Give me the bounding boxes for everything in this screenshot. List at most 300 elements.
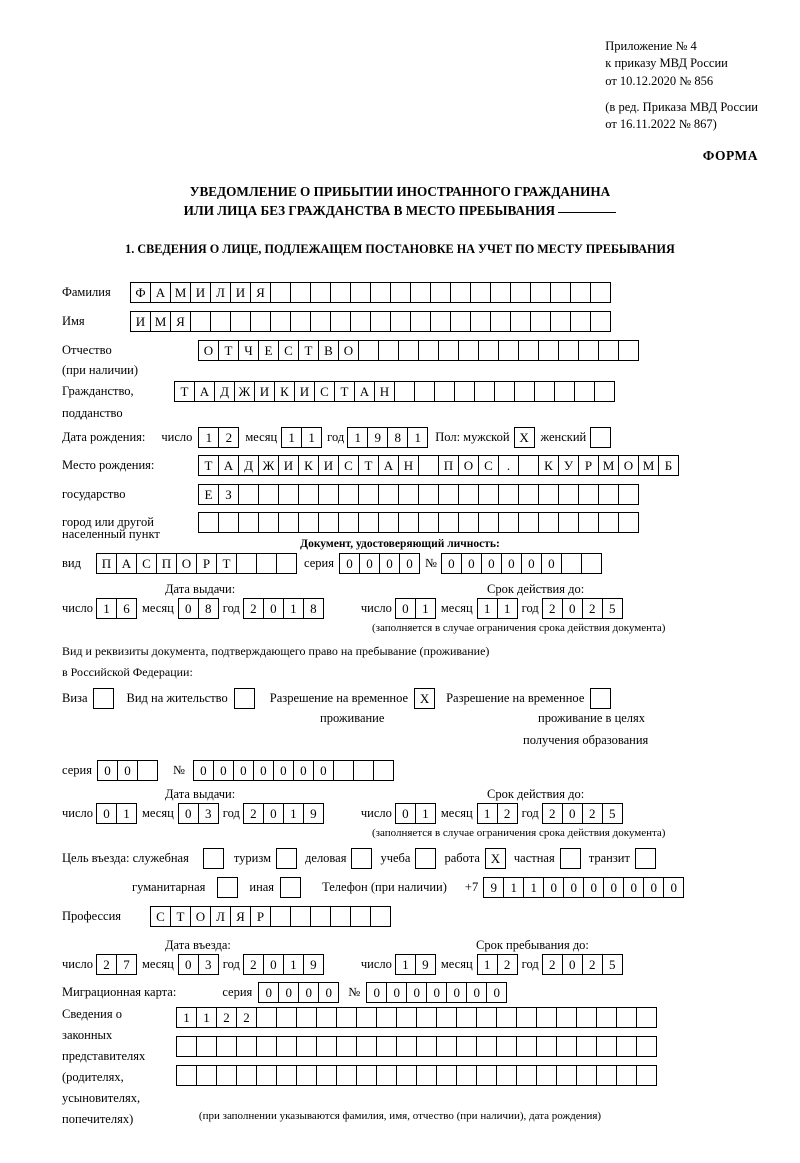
form-cell[interactable]: [514, 381, 535, 402]
form-cell[interactable]: Т: [358, 455, 379, 476]
form-cell[interactable]: [390, 311, 411, 332]
form-cell[interactable]: 0: [486, 982, 507, 1003]
birth-place-input-3[interactable]: [198, 512, 638, 533]
form-cell[interactable]: [556, 1036, 577, 1057]
form-cell[interactable]: 2: [542, 598, 563, 619]
form-cell[interactable]: [356, 1036, 377, 1057]
doc-issue-day-input[interactable]: [96, 598, 136, 619]
form-cell[interactable]: [618, 512, 639, 533]
form-cell[interactable]: И: [190, 282, 211, 303]
form-cell[interactable]: 5: [602, 954, 623, 975]
form-cell[interactable]: [516, 1036, 537, 1057]
edu-residence-checkbox[interactable]: [590, 688, 610, 709]
form-cell[interactable]: 1: [415, 803, 436, 824]
form-cell[interactable]: О: [190, 906, 211, 927]
purpose-private-checkbox[interactable]: [560, 848, 580, 869]
form-cell[interactable]: 1: [523, 877, 544, 898]
form-cell[interactable]: 0: [583, 877, 604, 898]
form-cell[interactable]: [278, 484, 299, 505]
form-cell[interactable]: З: [218, 484, 239, 505]
form-cell[interactable]: [196, 1036, 217, 1057]
purpose-humanitarian-checkbox[interactable]: [217, 877, 237, 898]
form-cell[interactable]: [554, 381, 575, 402]
form-cell[interactable]: 0: [521, 553, 542, 574]
form-cell[interactable]: [581, 553, 602, 574]
form-cell[interactable]: [456, 1065, 477, 1086]
form-cell[interactable]: [590, 282, 611, 303]
form-cell[interactable]: [416, 1065, 437, 1086]
form-cell[interactable]: М: [638, 455, 659, 476]
form-cell[interactable]: [270, 311, 291, 332]
form-cell[interactable]: А: [378, 455, 399, 476]
doc-series-input[interactable]: [339, 553, 419, 574]
birth-year-input[interactable]: [347, 427, 427, 448]
form-cell[interactable]: [410, 311, 431, 332]
form-cell[interactable]: [558, 340, 579, 361]
form-cell[interactable]: 2: [96, 954, 117, 975]
entry-month-input[interactable]: [178, 954, 218, 975]
residence-permit-checkbox[interactable]: [234, 688, 254, 709]
form-cell[interactable]: Д: [214, 381, 235, 402]
form-cell[interactable]: П: [438, 455, 459, 476]
form-cell[interactable]: [290, 311, 311, 332]
form-cell[interactable]: [596, 1065, 617, 1086]
form-cell[interactable]: [378, 340, 399, 361]
form-cell[interactable]: 0: [359, 553, 380, 574]
form-cell[interactable]: [296, 1007, 317, 1028]
form-cell[interactable]: [470, 311, 491, 332]
form-cell[interactable]: 0: [441, 553, 462, 574]
form-cell[interactable]: [436, 1065, 457, 1086]
form-cell[interactable]: [416, 1036, 437, 1057]
form-cell[interactable]: А: [150, 282, 171, 303]
form-cell[interactable]: Т: [170, 906, 191, 927]
form-cell[interactable]: 0: [461, 553, 482, 574]
form-cell[interactable]: [358, 512, 379, 533]
form-cell[interactable]: Ж: [258, 455, 279, 476]
form-cell[interactable]: 2: [497, 803, 518, 824]
form-cell[interactable]: А: [354, 381, 375, 402]
form-cell[interactable]: [280, 877, 301, 898]
form-cell[interactable]: 0: [395, 598, 416, 619]
stay-year-input[interactable]: [542, 954, 622, 975]
form-cell[interactable]: 1: [116, 803, 137, 824]
doc-valid-month-input[interactable]: [477, 598, 517, 619]
form-cell[interactable]: 9: [415, 954, 436, 975]
form-cell[interactable]: Т: [216, 553, 237, 574]
form-cell[interactable]: [438, 340, 459, 361]
form-cell[interactable]: 5: [602, 598, 623, 619]
birth-month-input[interactable]: [281, 427, 321, 448]
form-cell[interactable]: 0: [395, 803, 416, 824]
form-cell[interactable]: [474, 381, 495, 402]
form-cell[interactable]: 1: [415, 598, 436, 619]
form-cell[interactable]: [458, 340, 479, 361]
form-cell[interactable]: [390, 282, 411, 303]
form-cell[interactable]: Н: [374, 381, 395, 402]
form-cell[interactable]: 1: [96, 598, 117, 619]
form-cell[interactable]: [256, 1007, 277, 1028]
form-cell[interactable]: [290, 282, 311, 303]
form-cell[interactable]: 0: [178, 954, 199, 975]
form-cell[interactable]: 0: [97, 760, 118, 781]
form-cell[interactable]: [238, 484, 259, 505]
form-cell[interactable]: [496, 1036, 517, 1057]
form-cell[interactable]: [330, 311, 351, 332]
form-cell[interactable]: [351, 848, 372, 869]
form-cell[interactable]: 0: [273, 760, 294, 781]
entry-year-input[interactable]: [243, 954, 323, 975]
form-cell[interactable]: [415, 848, 436, 869]
form-cell[interactable]: [276, 1007, 297, 1028]
form-cell[interactable]: 0: [562, 954, 583, 975]
permit-issue-month-input[interactable]: [178, 803, 218, 824]
form-cell[interactable]: [430, 282, 451, 303]
form-cell[interactable]: Л: [210, 282, 231, 303]
form-cell[interactable]: У: [558, 455, 579, 476]
form-cell[interactable]: [496, 1007, 517, 1028]
migration-series-input[interactable]: [258, 982, 338, 1003]
form-cell[interactable]: 8: [303, 598, 324, 619]
form-cell[interactable]: [430, 311, 451, 332]
form-cell[interactable]: [396, 1036, 417, 1057]
purpose-tourism-checkbox[interactable]: [276, 848, 296, 869]
form-cell[interactable]: [416, 1007, 437, 1028]
form-cell[interactable]: [93, 688, 114, 709]
form-cell[interactable]: [470, 282, 491, 303]
form-cell[interactable]: 1: [283, 598, 304, 619]
form-cell[interactable]: [476, 1036, 497, 1057]
form-cell[interactable]: [574, 381, 595, 402]
form-cell[interactable]: [576, 1065, 597, 1086]
form-cell[interactable]: [398, 484, 419, 505]
form-cell[interactable]: 1: [477, 954, 498, 975]
form-cell[interactable]: 2: [542, 803, 563, 824]
form-cell[interactable]: 6: [116, 598, 137, 619]
form-cell[interactable]: 0: [481, 553, 502, 574]
form-cell[interactable]: [396, 1065, 417, 1086]
form-cell[interactable]: 2: [497, 954, 518, 975]
doc-issue-year-input[interactable]: [243, 598, 323, 619]
form-cell[interactable]: [635, 848, 656, 869]
form-cell[interactable]: [578, 484, 599, 505]
form-cell[interactable]: [498, 340, 519, 361]
form-cell[interactable]: [516, 1065, 537, 1086]
form-cell[interactable]: И: [294, 381, 315, 402]
form-cell[interactable]: [436, 1036, 457, 1057]
form-cell[interactable]: А: [116, 553, 137, 574]
form-cell[interactable]: С: [314, 381, 335, 402]
form-cell[interactable]: [376, 1065, 397, 1086]
form-cell[interactable]: [594, 381, 615, 402]
form-cell[interactable]: [336, 1036, 357, 1057]
form-cell[interactable]: [316, 1065, 337, 1086]
form-cell[interactable]: [256, 1065, 277, 1086]
form-cell[interactable]: [518, 455, 539, 476]
form-cell[interactable]: [458, 484, 479, 505]
form-cell[interactable]: 2: [582, 954, 603, 975]
doc-issue-month-input[interactable]: [178, 598, 218, 619]
form-cell[interactable]: [336, 1065, 357, 1086]
form-cell[interactable]: [598, 484, 619, 505]
form-cell[interactable]: [618, 484, 639, 505]
form-cell[interactable]: [270, 282, 291, 303]
form-cell[interactable]: 2: [582, 598, 603, 619]
visa-checkbox[interactable]: [93, 688, 113, 709]
form-cell[interactable]: [278, 512, 299, 533]
form-cell[interactable]: [376, 1036, 397, 1057]
form-cell[interactable]: К: [274, 381, 295, 402]
form-cell[interactable]: 0: [603, 877, 624, 898]
temp-residence-checkbox[interactable]: [414, 688, 434, 709]
form-cell[interactable]: [458, 512, 479, 533]
form-cell[interactable]: Ч: [238, 340, 259, 361]
form-cell[interactable]: [336, 1007, 357, 1028]
legal-reps-input-2[interactable]: [176, 1036, 656, 1057]
form-cell[interactable]: Р: [196, 553, 217, 574]
form-cell[interactable]: [616, 1065, 637, 1086]
form-cell[interactable]: [316, 1007, 337, 1028]
form-cell[interactable]: 3: [198, 954, 219, 975]
form-cell[interactable]: 0: [379, 553, 400, 574]
form-cell[interactable]: [438, 484, 459, 505]
form-cell[interactable]: [538, 340, 559, 361]
form-cell[interactable]: 0: [313, 760, 334, 781]
form-cell[interactable]: [218, 512, 239, 533]
form-cell[interactable]: 5: [602, 803, 623, 824]
form-cell[interactable]: [190, 311, 211, 332]
form-cell[interactable]: .: [498, 455, 519, 476]
form-cell[interactable]: [217, 877, 238, 898]
form-cell[interactable]: [590, 688, 611, 709]
form-cell[interactable]: [137, 760, 158, 781]
purpose-work-checkbox[interactable]: [485, 848, 505, 869]
form-cell[interactable]: 0: [278, 982, 299, 1003]
form-cell[interactable]: [436, 1007, 457, 1028]
form-cell[interactable]: 0: [178, 803, 199, 824]
form-cell[interactable]: [496, 1065, 517, 1086]
form-cell[interactable]: 2: [582, 803, 603, 824]
permit-valid-day-input[interactable]: [395, 803, 435, 824]
form-cell[interactable]: Х: [414, 688, 435, 709]
form-cell[interactable]: 1: [283, 954, 304, 975]
form-cell[interactable]: [176, 1065, 197, 1086]
form-cell[interactable]: [450, 282, 471, 303]
form-cell[interactable]: 2: [218, 427, 239, 448]
form-cell[interactable]: 0: [399, 553, 420, 574]
birth-place-input-2[interactable]: [198, 484, 638, 505]
form-cell[interactable]: 0: [643, 877, 664, 898]
form-cell[interactable]: [290, 906, 311, 927]
form-cell[interactable]: [550, 311, 571, 332]
form-cell[interactable]: А: [218, 455, 239, 476]
form-cell[interactable]: Т: [174, 381, 195, 402]
form-cell[interactable]: [478, 484, 499, 505]
form-cell[interactable]: 0: [298, 982, 319, 1003]
form-cell[interactable]: [216, 1036, 237, 1057]
doc-kind-input[interactable]: [96, 553, 296, 574]
form-cell[interactable]: О: [338, 340, 359, 361]
legal-reps-input-1[interactable]: [176, 1007, 656, 1028]
form-cell[interactable]: [370, 311, 391, 332]
form-cell[interactable]: 0: [406, 982, 427, 1003]
form-cell[interactable]: [270, 906, 291, 927]
form-cell[interactable]: [410, 282, 431, 303]
form-cell[interactable]: 8: [198, 598, 219, 619]
purpose-service-checkbox[interactable]: [203, 848, 223, 869]
form-cell[interactable]: [356, 1007, 377, 1028]
form-cell[interactable]: [516, 1007, 537, 1028]
form-cell[interactable]: [538, 484, 559, 505]
form-cell[interactable]: [358, 484, 379, 505]
form-cell[interactable]: 0: [293, 760, 314, 781]
form-cell[interactable]: [578, 340, 599, 361]
form-cell[interactable]: 9: [367, 427, 388, 448]
form-cell[interactable]: К: [298, 455, 319, 476]
form-cell[interactable]: [373, 760, 394, 781]
form-cell[interactable]: [318, 484, 339, 505]
form-cell[interactable]: [256, 553, 277, 574]
form-cell[interactable]: [396, 1007, 417, 1028]
birth-place-input-1[interactable]: [198, 455, 678, 476]
profession-input[interactable]: [150, 906, 390, 927]
form-cell[interactable]: [636, 1036, 657, 1057]
form-cell[interactable]: [560, 848, 581, 869]
form-cell[interactable]: О: [458, 455, 479, 476]
form-cell[interactable]: 0: [562, 803, 583, 824]
form-cell[interactable]: [494, 381, 515, 402]
form-cell[interactable]: М: [598, 455, 619, 476]
permit-issue-year-input[interactable]: [243, 803, 323, 824]
form-cell[interactable]: 0: [258, 982, 279, 1003]
form-cell[interactable]: [318, 512, 339, 533]
patronymic-input[interactable]: [198, 340, 638, 361]
form-cell[interactable]: [356, 1065, 377, 1086]
stay-day-input[interactable]: [395, 954, 435, 975]
form-cell[interactable]: 0: [178, 598, 199, 619]
legal-reps-input-3[interactable]: [176, 1065, 656, 1086]
form-cell[interactable]: 0: [446, 982, 467, 1003]
form-cell[interactable]: [498, 484, 519, 505]
form-cell[interactable]: [358, 340, 379, 361]
purpose-business-checkbox[interactable]: [351, 848, 371, 869]
form-cell[interactable]: [298, 512, 319, 533]
form-cell[interactable]: [258, 512, 279, 533]
form-cell[interactable]: 0: [263, 598, 284, 619]
form-cell[interactable]: 0: [263, 954, 284, 975]
form-cell[interactable]: 1: [281, 427, 302, 448]
form-cell[interactable]: 0: [541, 553, 562, 574]
form-cell[interactable]: Д: [238, 455, 259, 476]
form-cell[interactable]: [398, 340, 419, 361]
form-cell[interactable]: [210, 311, 231, 332]
form-cell[interactable]: [350, 282, 371, 303]
form-cell[interactable]: 1: [198, 427, 219, 448]
form-cell[interactable]: С: [478, 455, 499, 476]
form-cell[interactable]: [316, 1036, 337, 1057]
surname-input[interactable]: [130, 282, 610, 303]
form-cell[interactable]: [590, 427, 611, 448]
form-cell[interactable]: [550, 282, 571, 303]
form-cell[interactable]: [330, 906, 351, 927]
form-cell[interactable]: 0: [562, 598, 583, 619]
form-cell[interactable]: 2: [243, 954, 264, 975]
form-cell[interactable]: [596, 1007, 617, 1028]
stay-month-input[interactable]: [477, 954, 517, 975]
form-cell[interactable]: 1: [176, 1007, 197, 1028]
form-cell[interactable]: Е: [258, 340, 279, 361]
form-cell[interactable]: 1: [196, 1007, 217, 1028]
form-cell[interactable]: 1: [301, 427, 322, 448]
form-cell[interactable]: И: [318, 455, 339, 476]
form-cell[interactable]: [478, 512, 499, 533]
permit-valid-month-input[interactable]: [477, 803, 517, 824]
form-cell[interactable]: 1: [347, 427, 368, 448]
form-cell[interactable]: 0: [563, 877, 584, 898]
form-cell[interactable]: О: [618, 455, 639, 476]
form-cell[interactable]: П: [156, 553, 177, 574]
form-cell[interactable]: [454, 381, 475, 402]
form-cell[interactable]: 0: [623, 877, 644, 898]
form-cell[interactable]: [216, 1065, 237, 1086]
form-cell[interactable]: [333, 760, 354, 781]
form-cell[interactable]: [236, 1036, 257, 1057]
form-cell[interactable]: 1: [407, 427, 428, 448]
form-cell[interactable]: 0: [501, 553, 522, 574]
form-cell[interactable]: 9: [483, 877, 504, 898]
sex-female-checkbox[interactable]: [590, 427, 610, 448]
form-cell[interactable]: 0: [466, 982, 487, 1003]
form-cell[interactable]: [636, 1065, 657, 1086]
form-cell[interactable]: [490, 282, 511, 303]
form-cell[interactable]: 7: [116, 954, 137, 975]
form-cell[interactable]: [450, 311, 471, 332]
form-cell[interactable]: [490, 311, 511, 332]
form-cell[interactable]: [353, 760, 374, 781]
form-cell[interactable]: Б: [658, 455, 679, 476]
form-cell[interactable]: 0: [366, 982, 387, 1003]
form-cell[interactable]: И: [278, 455, 299, 476]
permit-valid-year-input[interactable]: [542, 803, 622, 824]
form-cell[interactable]: [418, 455, 439, 476]
form-cell[interactable]: [418, 484, 439, 505]
form-cell[interactable]: 9: [303, 954, 324, 975]
form-cell[interactable]: [558, 512, 579, 533]
form-cell[interactable]: [598, 512, 619, 533]
permit-number-input[interactable]: [193, 760, 393, 781]
form-cell[interactable]: [276, 848, 297, 869]
form-cell[interactable]: [518, 484, 539, 505]
form-cell[interactable]: [378, 484, 399, 505]
form-cell[interactable]: 0: [263, 803, 284, 824]
form-cell[interactable]: Р: [578, 455, 599, 476]
form-cell[interactable]: [330, 282, 351, 303]
form-cell[interactable]: 0: [339, 553, 360, 574]
sex-male-checkbox[interactable]: [514, 427, 534, 448]
form-cell[interactable]: [250, 311, 271, 332]
form-cell[interactable]: А: [194, 381, 215, 402]
form-cell[interactable]: [350, 311, 371, 332]
form-cell[interactable]: 9: [303, 803, 324, 824]
form-cell[interactable]: Х: [514, 427, 535, 448]
form-cell[interactable]: 3: [198, 803, 219, 824]
form-cell[interactable]: 1: [497, 598, 518, 619]
form-cell[interactable]: [534, 381, 555, 402]
form-cell[interactable]: С: [278, 340, 299, 361]
permit-series-input[interactable]: [97, 760, 157, 781]
form-cell[interactable]: К: [538, 455, 559, 476]
form-cell[interactable]: Т: [334, 381, 355, 402]
